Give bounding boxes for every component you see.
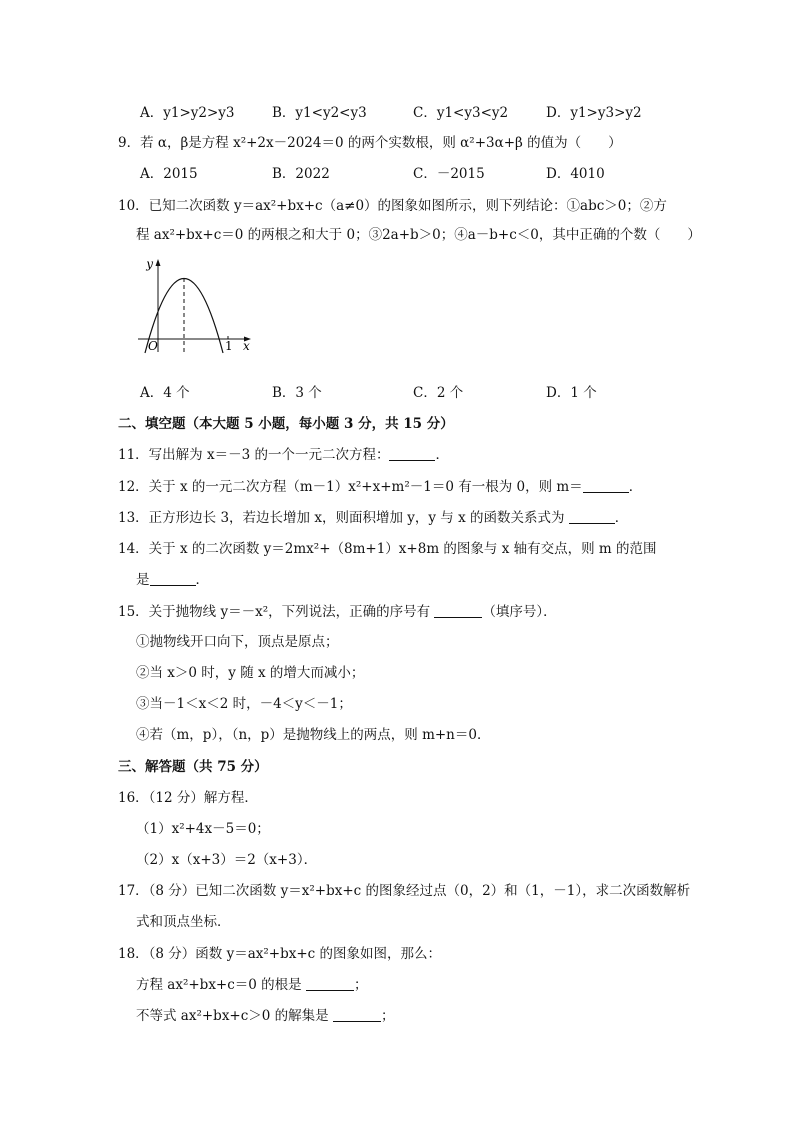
q9-option-a: A．2015: [140, 166, 198, 182]
q8-option-b: B．y1<y2<y3: [272, 105, 367, 121]
q12-answer-blank[interactable]: [583, 479, 629, 493]
q13-answer-blank[interactable]: [569, 510, 615, 524]
y-axis-label: y: [146, 257, 153, 271]
q10-option-d: D．1 个: [546, 385, 597, 401]
q12-end: ．: [628, 479, 643, 495]
q15-item-3: ③当－1＜x＜2 时，－4＜y＜－1；: [136, 696, 352, 712]
q13-end: ．: [614, 510, 629, 526]
section3-title: 三、解答题（共 75 分）: [118, 759, 268, 775]
q11: [118, 446, 449, 464]
q16-item-1: （1）x²+4x－5＝0；: [136, 821, 270, 837]
q17-line1: 17．（8 分）已知二次函数 y＝x²+bx+c 的图象经过点（0，2）和（1，－1），求二次函数解析: [118, 883, 691, 899]
q18-item-1-answer-blank[interactable]: [306, 977, 354, 991]
q10-option-a: A．4 个: [140, 385, 190, 401]
q18-item-2-answer-blank[interactable]: [333, 1008, 381, 1022]
q18-stem: 18．（8 分）函数 y＝ax²+bx+c 的图象如图，那么：: [118, 946, 442, 962]
q18-item-2: [136, 1007, 394, 1025]
q8-option-a: A．y1>y2>y3: [140, 105, 235, 121]
q15-answer-blank[interactable]: [434, 604, 482, 618]
q8-option-d: D．y1>y3>y2: [546, 105, 642, 121]
q9-option-b: B．2022: [272, 166, 330, 182]
q15-item-4: ④若（m，p），（n，p）是抛物线上的两点，则 m+n＝0．: [136, 727, 491, 743]
origin-label: O: [148, 339, 158, 353]
q15-item-2: ②当 x＞0 时，y 随 x 的增大而减小；: [136, 665, 365, 681]
q13-text: 13．正方形边长 3，若边长增加 x，则面积增加 y，y 与 x 的函数关系式为: [118, 510, 569, 526]
q18-item-1: [136, 976, 367, 994]
q10-line2: 程 ax²+bx+c＝0 的两根之和大于 0；③2a+b＞0；④a－b+c＜0，其中正确的个数（ ）: [136, 227, 701, 243]
y-axis-arrow: [156, 259, 161, 266]
q15-text: 15．关于抛物线 y＝－x²，下列说法，正确的序号有: [118, 604, 435, 620]
q12-text: 12．关于 x 的一元二次方程（m－1）x²+x+m²－1＝0 有一根为 0，则 m＝: [118, 479, 583, 495]
tick-label-1: 1: [225, 339, 233, 353]
q16-item-2: （2）x（x+3）＝2（x+3）．: [136, 852, 318, 868]
q15-stem: [118, 603, 557, 621]
q14-line1: 14．关于 x 的二次函数 y＝2mx²+（8m+1）x+8m 的图象与 x 轴有交点，则 m 的范围: [118, 541, 657, 557]
q18-item-1-text: 方程 ax²+bx+c＝0 的根是: [136, 977, 306, 993]
q15-item-1: ①抛物线开口向下，顶点是原点；: [136, 634, 339, 650]
q10-option-c: C．2 个: [413, 385, 464, 401]
q9-stem: 9．若 α，β是方程 x²+2x－2024＝0 的两个实数根，则 α²+3α+β 的值为（ ）: [118, 135, 622, 151]
q13: [118, 509, 628, 527]
q17-line2: 式和顶点坐标．: [136, 914, 231, 930]
q18-item-2-text: 不等式 ax²+bx+c＞0 的解集是: [136, 1008, 333, 1024]
q9-option-c: C．－2015: [413, 166, 485, 182]
q11-answer-blank[interactable]: [389, 447, 435, 461]
parabola-graph: [136, 256, 256, 356]
q15-stem-end: （填序号）．: [482, 604, 557, 620]
q11-text: 11．写出解为 x＝－3 的一个一元二次方程：: [118, 447, 390, 463]
q12: [118, 478, 642, 496]
q14-end: ．: [195, 572, 209, 588]
q18-item-1-end: ；: [353, 977, 368, 993]
q14-line2: [136, 571, 209, 589]
q10-option-b: B．3 个: [272, 385, 322, 401]
x-axis-label: x: [243, 339, 250, 353]
q18-item-2-end: ；: [380, 1008, 395, 1024]
q10-line1: 10．已知二次函数 y＝ax²+bx+c（a≠0）的图象如图所示，则下列结论：①abc＞0；②方: [118, 198, 667, 214]
q16-stem: 16．（12 分）解方程．: [118, 790, 258, 806]
q11-end: ．: [435, 447, 449, 463]
q8-option-c: C．y1<y3<y2: [413, 105, 509, 121]
section2-title: 二、填空题（本大题 5 小题，每小题 3 分，共 15 分）: [118, 416, 454, 432]
q9-option-d: D．4010: [546, 166, 605, 182]
q14-text: 是: [136, 572, 150, 588]
q14-answer-blank[interactable]: [150, 572, 196, 586]
